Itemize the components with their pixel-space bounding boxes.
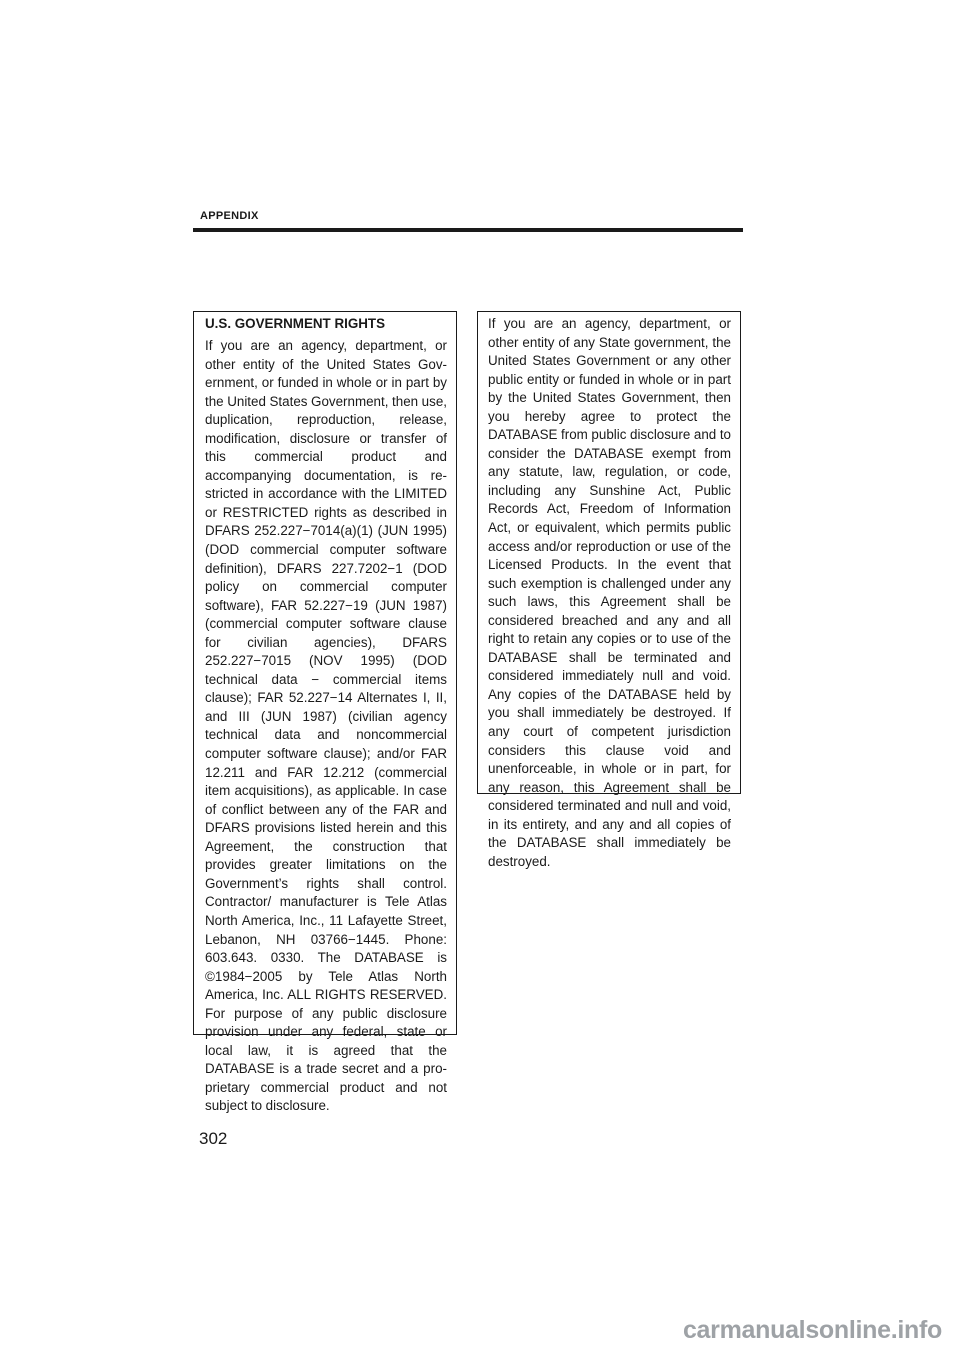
section-title: APPENDIX — [200, 210, 259, 222]
government-rights-text: If you are an agency, department, or other entity of the United States Government, or funded in whole or in part by the United States Government, then use, duplication, reproduction, release, modification, disclosure or transfer of this commercial product and accompanying documentation, is restricted in accordance with the LIMITED or RESTRICTED rights as described in DFARS 252.227−7014(a)(1) (JUN 1995) (DOD commercial computer software definition), DFARS 227.7202−1 (DOD policy on commercial computer software), FAR 52.227−19 (JUN 1987) (commercial computer software clause for civilian agencies), DFARS 252.227−7015 (NOV 1995) (DOD technical data − commercial items clause); FAR 52.227−14 Alternates I, II, and III (JUN 1987) (civilian agency technical data and noncommercial computer software clause); and/or FAR 12.211 and FAR 12.212 (commercial item acquisitions), as applicable. In case of conflict between any of the FAR and DFARS provisions listed herein and this Agreement, the construction that provides greater limitations on the Government’s rights shall control. Contractor/ manufacturer is Tele Atlas North America, Inc., 11 Lafayette Street, Lebanon, NH 03766−1445. Phone: 603.643. 0330. The DATABASE is ©1984−2005 by Tele Atlas North America, Inc. ALL RIGHTS RESERVED. For purpose of any public disclosure provision under any federal, state or local law, it is agreed that the DATABASE is a trade secret and a proprietary commercial product and not subject to disclosure. — [205, 338, 447, 1114]
state-government-box — [477, 311, 741, 869]
state-government-text: If you are an agency, department, or other entity of any State government, the United States Government or any other public entity or funded in whole or in part by the United States Government, then you hereby agree to protect the DATABASE from public disclosure and to consider the DATABASE exempt from any statute, law, regulation, or code, including any Sunshine Act, Public Records Act, Freedom of Information Act, or equivalent, which permits public access and/or reproduction or use of the Licensed Products. In the event that such exemption is challenged under any such laws, this Agreement shall be considered breached and any and all right to retain any copies or to use of the DATABASE shall be terminated and considered immediately null and void. Any copies of the DATABASE held by you shall immediately be destroyed. If any court of competent jurisdiction considers this clause void and unenforceable, in whole or in part, for any reason, this Agreement shall be considered terminated and null and void, in its entirety, and any and all copies of the DATABASE shall immediately be destroyed. — [488, 316, 731, 869]
page-number: 302 — [199, 1129, 228, 1148]
government-rights-box — [193, 311, 457, 1114]
box-heading: U.S. GOVERNMENT RIGHTS — [205, 316, 386, 331]
header-rule — [193, 228, 743, 232]
site-watermark: carmanualsonline.info — [682, 1316, 942, 1344]
